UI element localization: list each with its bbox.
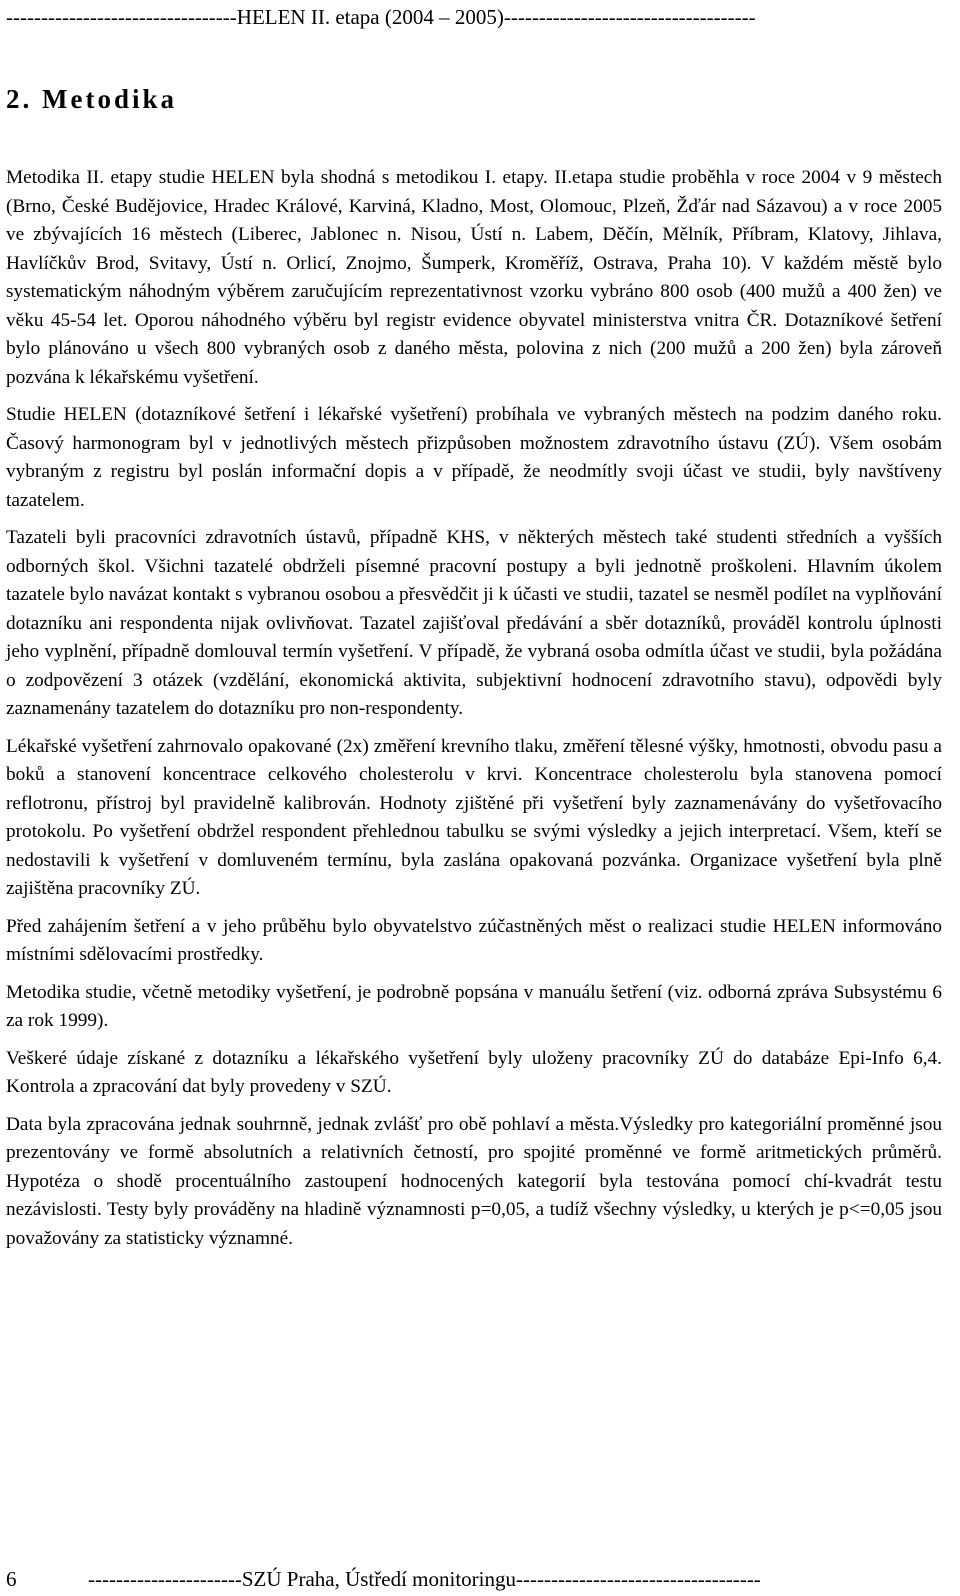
paragraph-media-information: Před zahájením šetření a v jeho průběhu bylo obyvatelstvo zúčastněných měst o realizaci studie HELEN informováno místními sdělovacími prostředky. xyxy=(6,915,942,965)
page-number: 6 xyxy=(6,1567,17,1591)
paragraph-data-storage: Veškeré údaje získané z dotazníku a lékařského vyšetření byly uloženy pracovníky ZÚ do databáze Epi-Info 6,4. Kontrola a zpracování dat byly provedeny v SZÚ. xyxy=(6,1047,942,1097)
paragraph-interviewers: Tazateli byli pracovníci zdravotních ústavů, případně KHS, v některých městech také studenti středních a vyšších odborných škol. Všichni tazatelé obdrželi písemné pracovní postupy a byli jednotně proškoleni. Hlavním úkolem tazatele bylo navázat kontakt s vybranou osobou a přesvědčit ji k účasti ve studii, tazatel se nesměl podílet na vyplňování dotazníku ani respondenta nijak ovlivňovat. Tazatel zajišťoval předávání a sběr dotazníků, prováděl kontrolu úplnosti jeho vyplnění, případně domlouval termín vyšetření. V případě, že vybraná osoba odmítla účast ve studii, byla požádána o zodpovězení 3 otázek (vzdělání, ekonomická aktivita, subjektivní hodnocení zdravotního stavu), odpovědi byly zaznamenány tazatelem do dotazníku pro non-respondenty. xyxy=(6,527,942,719)
running-footer xyxy=(6,1566,946,1592)
paragraph-medical-exam: Lékařské vyšetření zahrnovalo opakované (2x) změření krevního tlaku, změření tělesné výšky, hmotnosti, obvodu pasu a boků a stanovení koncentrace celkového cholesterolu v krvi. Koncentrace cholesterolu byla stanovena pomocí reflotronu, přístroj byl pravidelně kalibrován. Hodnoty zjištěné při vyšetření byly zaznamenávány do vyšetřovacího protokolu. Po vyšetření obdržel respondent přehlednou tabulku se svými výsledky a jejich interpretací. Všem, kteří se nedostavili k vyšetření v domluveném termínu, byla zaslána opakovaná pozvánka. Organizace vyšetření byla plně zajištěna pracovníky ZÚ. xyxy=(6,735,942,899)
paragraph-study-overview: Metodika II. etapy studie HELEN byla shodná s metodikou I. etapy. II.etapa studie proběhla v roce 2004 v 9 městech (Brno, České Budějovice, Hradec Králové, Karviná, Kladno, Most, Olomouc, Plzeň, Žďár nad Sázavou) a v roce 2005 ve zbývajících 16 městech (Liberec, Jablonec n. Nisou, Ústí n. Labem, Děčín, Mělník, Příbram, Klatovy, Jihlava, Havlíčkův Brod, Svitavy, Ústí n. Orlicí, Znojmo, Šumperk, Kroměříž, Ostrava, Praha 10). V každém městě bylo systematickým náhodným výběrem zaručujícím reprezentativnost vzorku vybráno 800 osob (400 mužů a 400 žen) ve věku 45-54 let. Oporou náhodného výběru byl registr evidence obyvatel ministerstva vnitra ČR. Dotazníkové šetření bylo plánováno u všech 800 vybraných osob z daného města, polovina z nich (200 mužů a 200 žen) byla zároveň pozvána k lékařskému vyšetření. xyxy=(6,167,942,388)
running-header: ---------------------------------HELEN II. etapa (2004 – 2005)------------------------------------ xyxy=(6,5,756,29)
document-body xyxy=(6,164,942,1262)
paragraph-study-timing: Studie HELEN (dotazníkové šetření i lékařské vyšetření) probíhala ve vybraných městech na podzim daného roku. Časový harmonogram byl v jednotlivých městech přizpůsoben možnostem zdravotního ústavu (ZÚ). Všem osobám vybraným z registru byl poslán informační dopis a v případě, že neodmítly svoji účast ve studii, byly navštíveny tazatelem. xyxy=(6,404,942,511)
section-heading: 2. Metodika xyxy=(6,84,177,114)
paragraph-methodology-manual: Metodika studie, včetně metodiky vyšetření, je podrobně popsána v manuálu šetření (viz. odborná zpráva Subsystému 6 za rok 1999). xyxy=(6,981,942,1031)
paragraph-data-analysis: Data byla zpracována jednak souhrnně, jednak zvlášť pro obě pohlaví a města.Výsledky pro kategoriální proměnné jsou prezentovány ve formě absolutních a relativních četností, pro spojité proměnné ve formě aritmetických průměrů. Hypotéza o shodě procentuálního zastoupení hodnocených kategorií byla testována pomocí chí-kvadrát testu nezávislosti. Testy byly prováděny na hladině významnosti p=0,05, a tudíž všechny výsledky, u kterých je p<=0,05 jsou považovány za statisticky významné. xyxy=(6,1113,942,1249)
footer-text: ----------------------SZÚ Praha, Ústředí monitoringu----------------------------------- xyxy=(88,1567,761,1591)
